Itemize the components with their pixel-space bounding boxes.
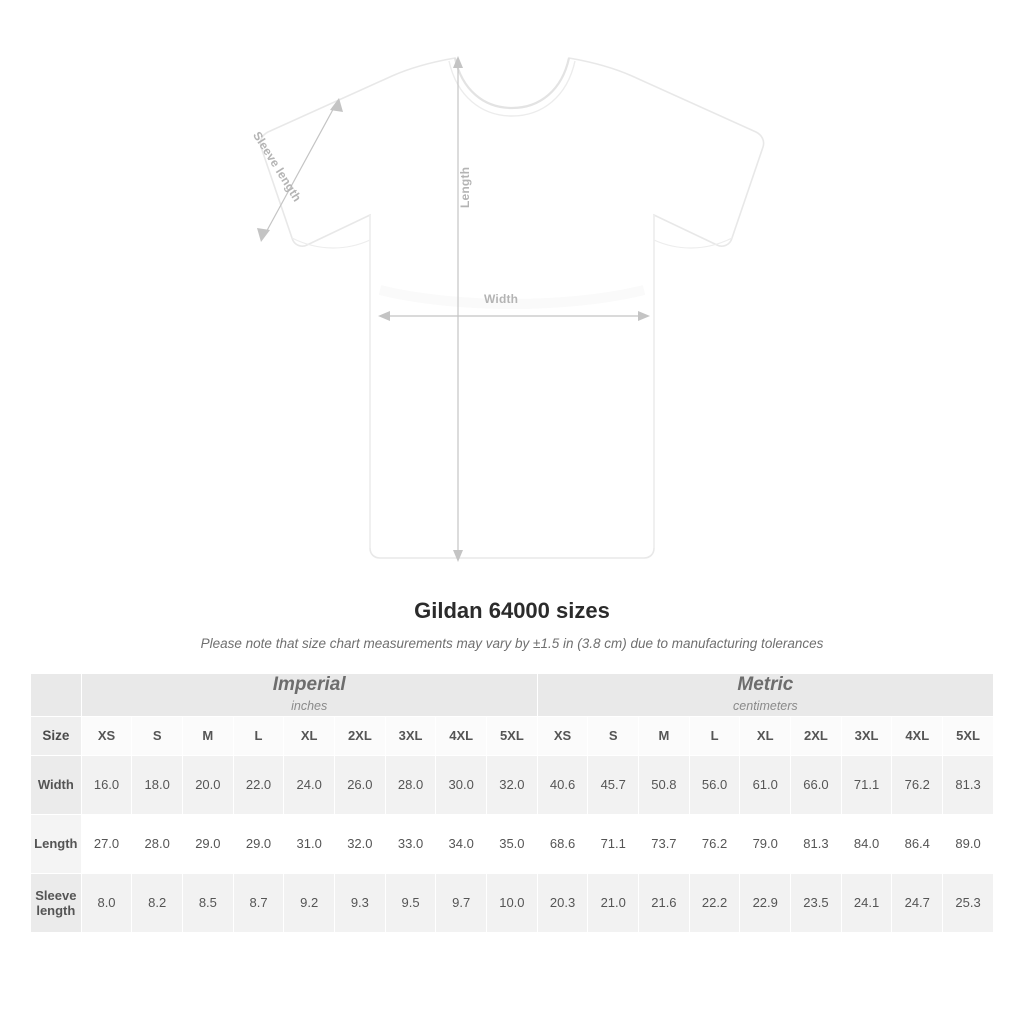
table-cell: 32.0 [487,755,538,814]
table-cell: 20.3 [537,873,588,932]
size-header-cell: S [588,716,639,755]
size-header-cell: XS [81,716,132,755]
table-cell: 84.0 [841,814,892,873]
row-label-length: Length [31,814,82,873]
unit-group-metric-name: Metric [737,674,794,695]
table-row [31,755,994,814]
table-cell: 35.0 [487,814,538,873]
table-cell: 34.0 [436,814,487,873]
size-chart-table [30,673,994,933]
size-header-cell: 5XL [487,716,538,755]
table-cell: 8.7 [233,873,284,932]
table-cell: 45.7 [588,755,639,814]
size-header-cell: L [689,716,740,755]
table-cell: 8.2 [132,873,183,932]
size-header-cell: 2XL [791,716,842,755]
table-cell: 24.1 [841,873,892,932]
unit-group-imperial-sub: inches [291,698,328,713]
table-cell: 9.7 [436,873,487,932]
length-dimension-label: Length [458,166,472,208]
table-cell: 9.2 [284,873,335,932]
table-cell: 71.1 [841,755,892,814]
size-header-cell: XL [740,716,791,755]
table-cell: 27.0 [81,814,132,873]
table-cell: 56.0 [689,755,740,814]
table-cell: 73.7 [639,814,690,873]
table-cell: 8.0 [81,873,132,932]
page-title: Gildan 64000 sizes [414,598,610,623]
table-cell: 29.0 [233,814,284,873]
table-cell: 79.0 [740,814,791,873]
size-header-cell: M [639,716,690,755]
table-cell: 22.0 [233,755,284,814]
table-cell: 28.0 [385,755,436,814]
row-label-width: Width [31,755,82,814]
unit-group-imperial [81,674,537,717]
size-header-cell: XS [537,716,588,755]
size-header-row [31,716,994,755]
row-label-sleeve-length: Sleeve length [31,873,82,932]
table-cell: 40.6 [537,755,588,814]
table-cell: 10.0 [487,873,538,932]
size-header-cell: 4XL [892,716,943,755]
table-cell: 50.8 [639,755,690,814]
table-cell: 32.0 [335,814,386,873]
unit-group-row [31,674,994,717]
size-header-cell: S [132,716,183,755]
table-cell: 9.3 [335,873,386,932]
table-cell: 25.3 [943,873,994,932]
unit-group-imperial-name: Imperial [272,674,346,695]
table-cell: 20.0 [183,755,234,814]
size-header-cell: M [183,716,234,755]
chart-heading [0,598,1024,651]
size-header-cell: 4XL [436,716,487,755]
table-cell: 16.0 [81,755,132,814]
size-header-cell: 2XL [335,716,386,755]
table-cell: 18.0 [132,755,183,814]
table-cell: 29.0 [183,814,234,873]
table-corner-cell [31,674,82,717]
unit-group-metric-sub: centimeters [733,698,798,713]
table-cell: 68.6 [537,814,588,873]
table-cell: 61.0 [740,755,791,814]
table-cell: 24.0 [284,755,335,814]
table-cell: 26.0 [335,755,386,814]
size-header-cell: L [233,716,284,755]
size-header-cell: 3XL [841,716,892,755]
table-cell: 21.0 [588,873,639,932]
tolerance-note: Please note that size chart measurements may vary by ±1.5 in (3.8 cm) due to manufacturing tolerances [200,636,824,651]
size-chart-table-wrap [30,673,994,933]
table-cell: 66.0 [791,755,842,814]
size-header-label: Size [31,716,82,755]
table-cell: 24.7 [892,873,943,932]
width-dimension-label: Width [484,292,519,306]
table-cell: 22.9 [740,873,791,932]
size-header-cell: 5XL [943,716,994,755]
table-cell: 31.0 [284,814,335,873]
unit-group-metric [537,674,993,717]
table-cell: 23.5 [791,873,842,932]
table-cell: 76.2 [689,814,740,873]
table-cell: 76.2 [892,755,943,814]
table-cell: 22.2 [689,873,740,932]
table-cell: 81.3 [943,755,994,814]
sleeve-length-dimension-label: Sleeve length [250,129,305,205]
size-header-cell: XL [284,716,335,755]
table-cell: 21.6 [639,873,690,932]
table-cell: 30.0 [436,755,487,814]
table-cell: 8.5 [183,873,234,932]
table-cell: 86.4 [892,814,943,873]
table-cell: 89.0 [943,814,994,873]
table-cell: 33.0 [385,814,436,873]
table-cell: 28.0 [132,814,183,873]
table-cell: 9.5 [385,873,436,932]
size-header-cell: 3XL [385,716,436,755]
table-row [31,814,994,873]
table-cell: 81.3 [791,814,842,873]
table-row [31,873,994,932]
table-cell: 71.1 [588,814,639,873]
